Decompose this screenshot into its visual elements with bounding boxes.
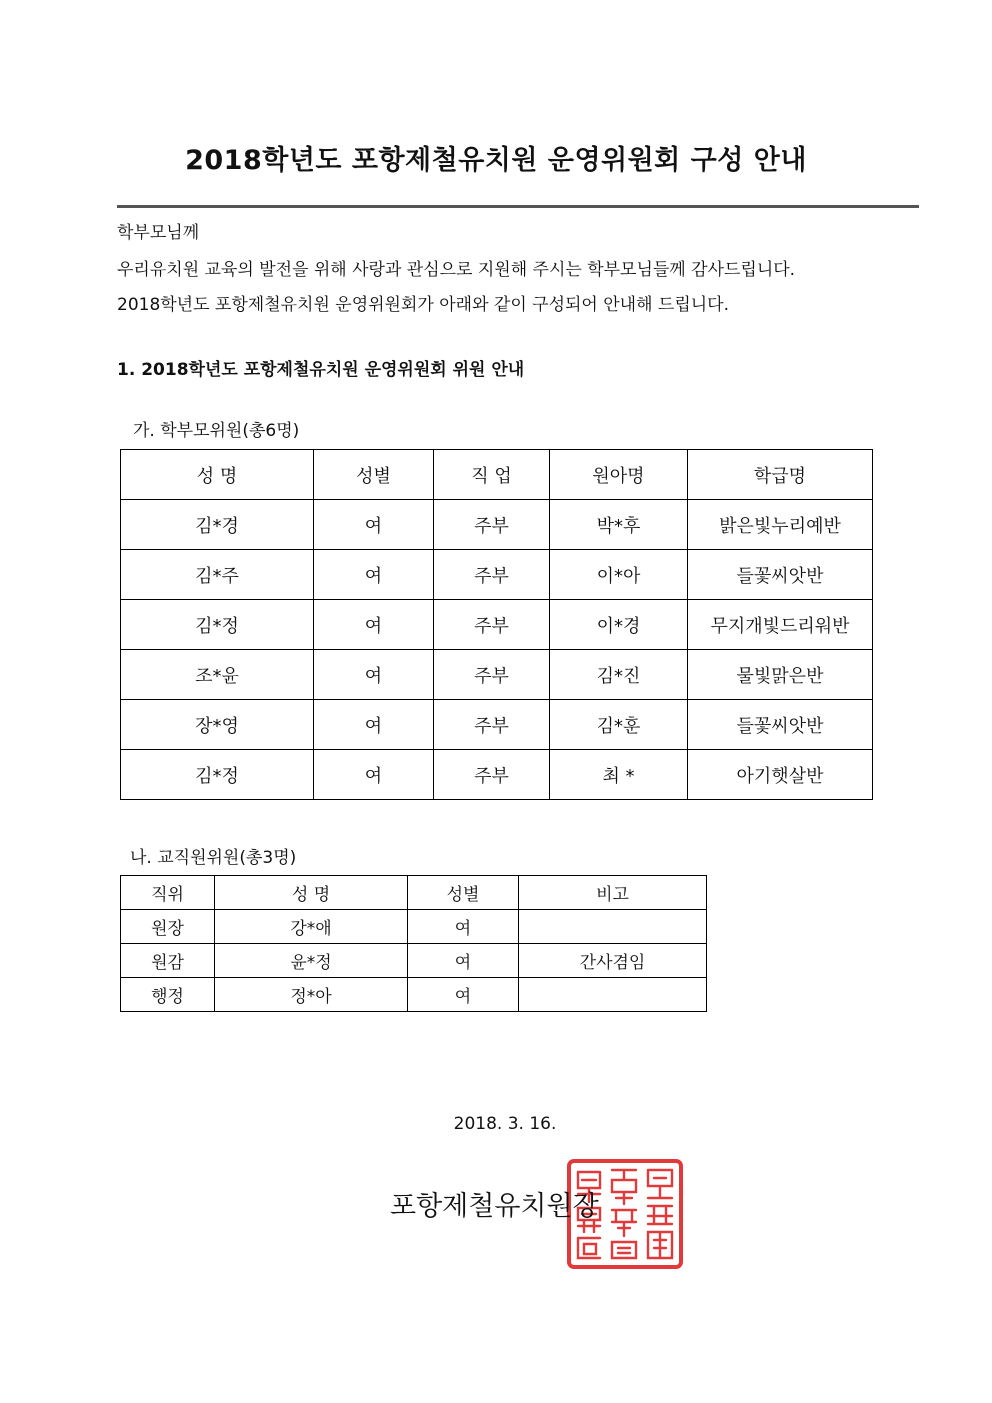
staff-remarks [519,978,707,1012]
table-row [121,700,873,750]
table-row [121,750,873,800]
member-gender: 여 [314,750,434,800]
staff-position: 행정 [121,978,215,1012]
header-class-name: 학급명 [688,450,873,500]
class-name: 아기햇살반 [688,750,873,800]
child-name: 이*아 [550,550,688,600]
notice-paragraph: 2018학년도 포항제철유치원 운영위원회가 아래와 같이 구성되어 안내해 드립니다. [117,295,729,315]
table-row [121,500,873,550]
member-occupation: 주부 [434,500,550,550]
member-gender: 여 [314,700,434,750]
staff-name: 정*아 [215,978,408,1012]
header-name: 성 명 [121,450,314,500]
staff-gender: 여 [408,910,519,944]
document-title: 2018학년도 포항제철유치원 운영위원회 구성 안내 [185,145,807,176]
member-name: 김*경 [121,500,314,550]
class-name: 물빛맑은반 [688,650,873,700]
member-name: 김*주 [121,550,314,600]
child-name: 김*훈 [550,700,688,750]
table-row [121,978,707,1012]
staff-members-label: 나. 교직원위원(총3명) [130,848,297,868]
table-row [121,944,707,978]
signer-title: 포항제철유치원장 [390,1191,599,1222]
table-row [121,550,873,600]
child-name: 김*진 [550,650,688,700]
greeting: 학부모님께 [117,223,200,243]
header-remarks: 비고 [519,876,707,910]
child-name: 박*후 [550,500,688,550]
header-gender: 성별 [314,450,434,500]
member-name: 장*영 [121,700,314,750]
staff-name: 윤*정 [215,944,408,978]
table-row [121,910,707,944]
member-name: 김*정 [121,750,314,800]
header-child-name: 원아명 [550,450,688,500]
parent-members-table [120,449,873,800]
staff-position: 원장 [121,910,215,944]
staff-position: 원감 [121,944,215,978]
class-name: 들꽃씨앗반 [688,550,873,600]
table-row [121,650,873,700]
intro-paragraph: 우리유치원 교육의 발전을 위해 사랑과 관심으로 지원해 주시는 학부모님들께 감사드립니다. [117,260,796,280]
table-header-row [121,876,707,910]
child-name: 이*경 [550,600,688,650]
member-name: 조*윤 [121,650,314,700]
class-name: 무지개빛드리워반 [688,600,873,650]
member-gender: 여 [314,600,434,650]
member-occupation: 주부 [434,550,550,600]
member-occupation: 주부 [434,650,550,700]
table-row [121,600,873,650]
title-divider [117,205,919,208]
staff-remarks [519,910,707,944]
table-header-row [121,450,873,500]
member-occupation: 주부 [434,600,550,650]
header-gender: 성별 [408,876,519,910]
member-occupation: 주부 [434,750,550,800]
header-occupation: 직 업 [434,450,550,500]
member-occupation: 주부 [434,700,550,750]
member-name: 김*정 [121,600,314,650]
staff-gender: 여 [408,978,519,1012]
document-date: 2018. 3. 16. [453,1114,557,1134]
staff-name: 강*애 [215,910,408,944]
child-name: 최 * [550,750,688,800]
staff-remarks: 간사겸임 [519,944,707,978]
section-heading: 1. 2018학년도 포항제철유치원 운영위원회 위원 안내 [117,360,525,380]
header-name: 성 명 [215,876,408,910]
member-gender: 여 [314,650,434,700]
class-name: 들꽃씨앗반 [688,700,873,750]
staff-gender: 여 [408,944,519,978]
header-position: 직위 [121,876,215,910]
parent-members-label: 가. 학부모위원(총6명) [133,421,300,441]
class-name: 밝은빛누리예반 [688,500,873,550]
member-gender: 여 [314,500,434,550]
staff-members-table [120,875,707,1012]
member-gender: 여 [314,550,434,600]
